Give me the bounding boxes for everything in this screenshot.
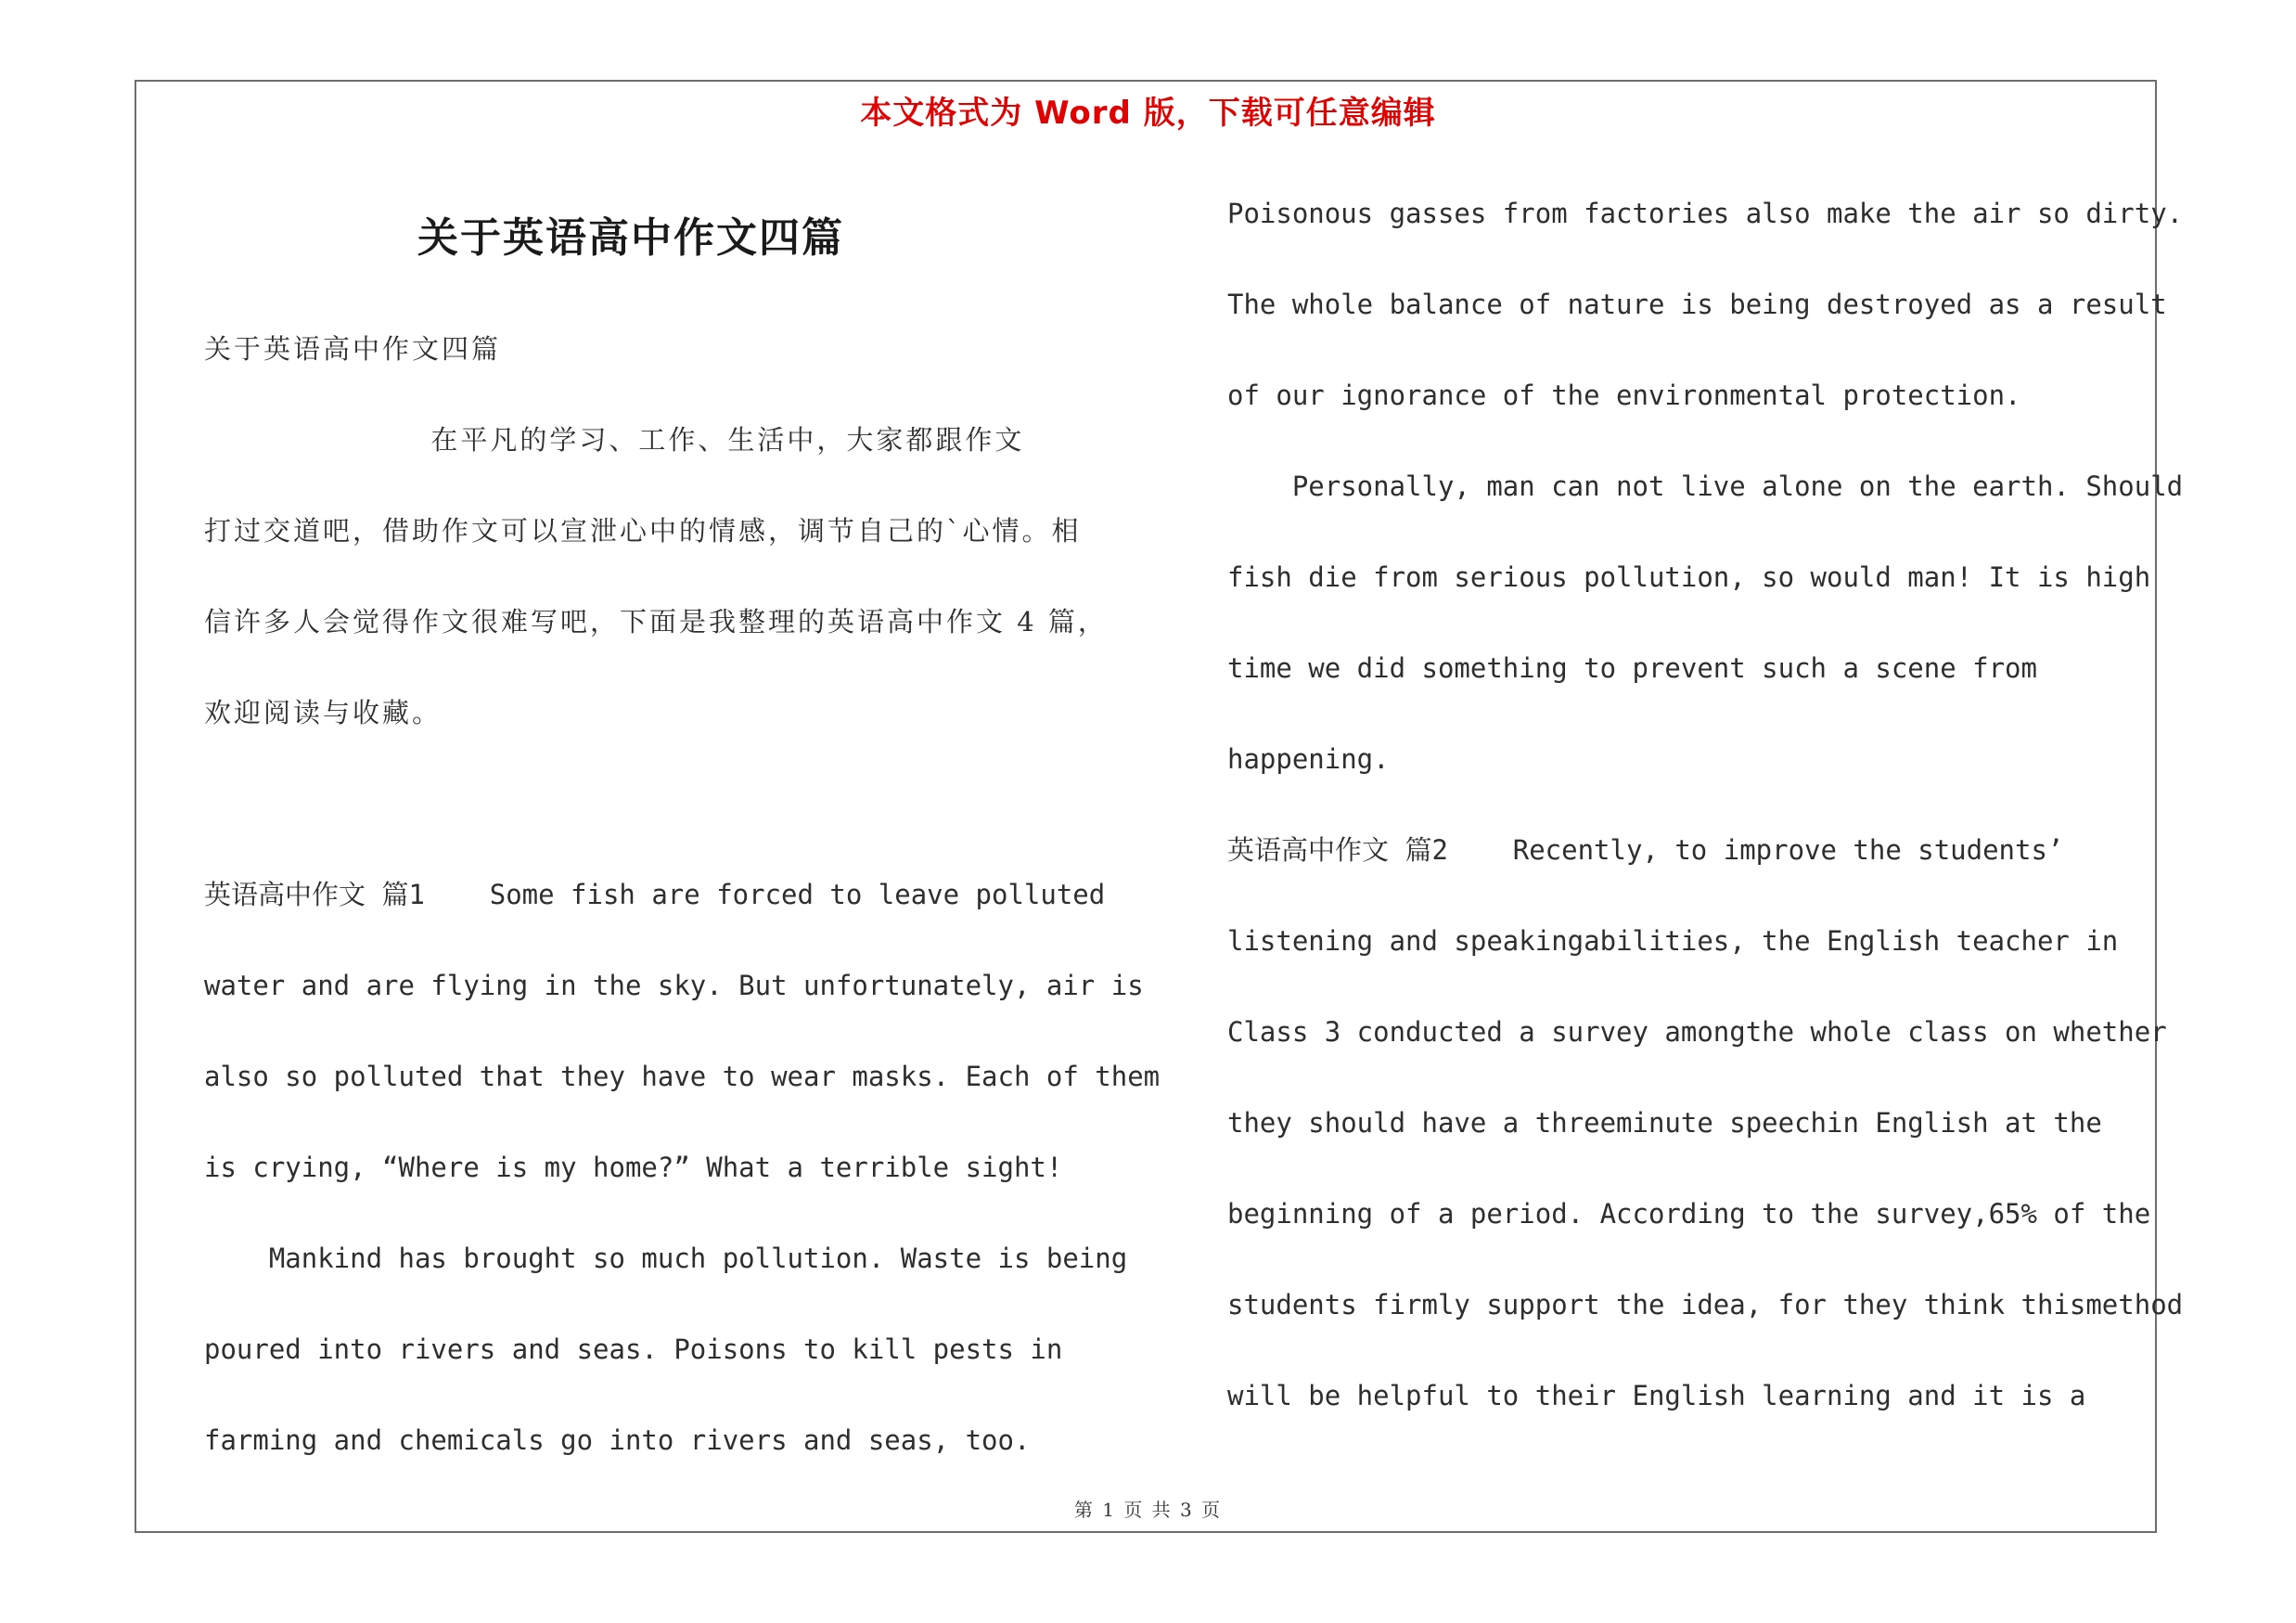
right-line: happening. [1227, 743, 1390, 775]
right-line: Poisonous gasses from factories also make the air so dirty. [1227, 198, 2184, 229]
left-line: 打过交道吧，借助作文可以宣泄心中的情感，调节自己的`心情。相 [204, 515, 1082, 547]
page-footer: 第 1 页 共 3 页 [1073, 1499, 1223, 1521]
right-line: of our ignorance of the environmental protection. [1227, 380, 2021, 411]
left-line: 英语高中作文 篇1 Some fish are forced to leave polluted [204, 879, 1106, 910]
right-line: students firmly support the idea, for they think thismethod [1227, 1289, 2184, 1320]
right-line: time we did something to prevent such a scene from [1227, 652, 2037, 684]
left-line: Mankind has brought so much pollution. Waste is being [204, 1243, 1128, 1274]
right-line: they should have a threeminute speechin English at the [1227, 1107, 2102, 1139]
left-line: 在平凡的学习、工作、生活中，大家都跟作文 [204, 424, 1025, 456]
left-line: also so polluted that they have to wear masks. Each of them [204, 1061, 1161, 1092]
left-line: 信许多人会觉得作文很难写吧，下面是我整理的英语高中作文 4 篇， [204, 606, 1108, 638]
left-line: farming and chemicals go into rivers and seas, too. [204, 1424, 1031, 1456]
left-line: is crying, “Where is my home?” What a terrible sight! [204, 1152, 1063, 1183]
right-line: will be helpful to their English learning and it is a [1227, 1380, 2086, 1411]
left-line: poured into rivers and seas. Poisons to kill pests in [204, 1333, 1063, 1365]
right-line: listening and speakingabilities, the English teacher in [1227, 925, 2119, 957]
right-line: 英语高中作文 篇2 Recently, to improve the students’ [1227, 834, 2064, 866]
right-line: fish die from serious pollution, so would man! It is high [1227, 561, 2151, 593]
right-line: The whole balance of nature is being destroyed as a result [1227, 289, 2167, 320]
right-line: Class 3 conducted a survey amongthe whole class on whether [1227, 1016, 2167, 1048]
header-note: 本文格式为 Word 版，下载可任意编辑 [860, 95, 1436, 132]
right-line: Personally, man can not live alone on the earth. Should [1227, 470, 2184, 502]
left-line: 欢迎阅读与收藏。 [204, 697, 443, 728]
left-line: 关于英语高中作文四篇 [204, 333, 502, 365]
left-line: water and are flying in the sky. But unfortunately, air is [204, 970, 1144, 1001]
right-line: beginning of a period. According to the survey,65% of the [1227, 1198, 2151, 1230]
document-title: 关于英语高中作文四篇 [417, 214, 844, 262]
